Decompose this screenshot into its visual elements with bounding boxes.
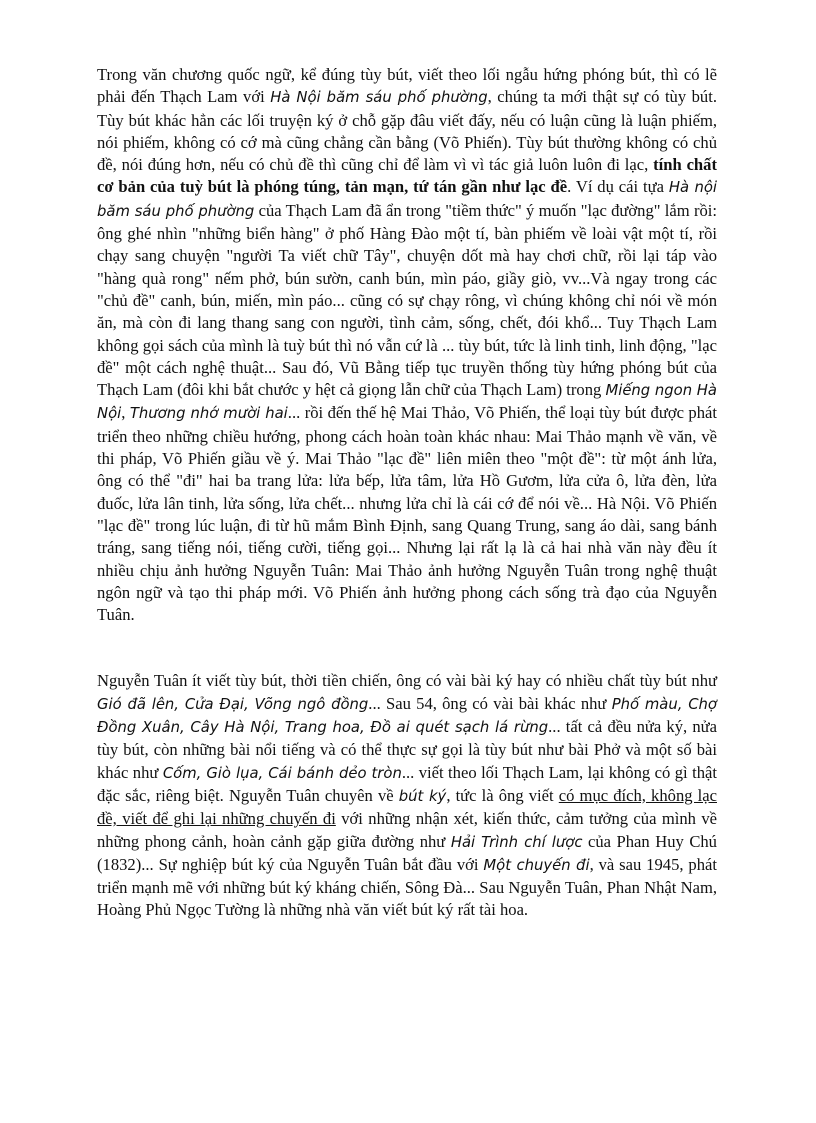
- text-run: , tức là ông viết: [446, 785, 559, 805]
- italic-title-ha-noi-bam-sau-pho-phuong-2: Hà nội băm sáu phố phường: [97, 179, 717, 220]
- text-run: ... rồi đến thế hệ Mai Thảo, Võ Phiến, thể loại tùy bút được phát triển theo những chiều hướng, phong cách hoàn toàn khác nhau: Mai Thảo mạnh về văn, về thi pháp, Võ Phiến giầu về ý. Mai Thảo "lạc đề" liên miên theo "một đề": từ một ánh lửa, ông có thể "đi" hai ba trang lửa: lửa bếp, lửa tâm, lửa Hồ Gươm, lửa cửa ô, lửa đèn, lửa đuốc, lửa lân tinh, lửa sống, lửa chết... nhưng lửa chỉ là cái cớ để nói về... Hà Nội. Võ Phiến "lạc đề" trong lúc luận, đi từ hũ mắm Bình Định, sang Quang Trung, sang áo dài, sang bánh tráng, sang tiếng nói, tiếng cười, tiếng gọi... Nhưng lại rất lạ là cả hai nhà văn này đều ít nhiều chịu ảnh hưởng Nguyễn Tuân: Mai Thảo ảnh hưởng Nguyễn Tuân trong nghệ thuật ngôn ngữ và tạo thi pháp mới. Võ Phiến ảnh hưởng phong cách sống trà đạo của Nguyễn Tuân.: [97, 403, 718, 625]
- text-run: ,: [121, 403, 130, 423]
- text-run: ... tất cả đều nửa ký, nửa tùy bút, còn những bài nổi tiếng và có thể thực sự gọi là tùy bút như bài Phở và một số bài khác như: [97, 717, 717, 782]
- italic-titles-after-54: Phố màu, Chợ Đồng Xuân, Cây Hà Nội, Trang hoa, Đồ ai quét sạch lá rừng: [97, 695, 717, 737]
- paragraph-nguyen-tuan: [97, 670, 717, 921]
- text-run: của Thạch Lam đã ẩn trong "tiềm thức" ý muốn "lạc đường" lắm rồi: ông ghé nhìn "những biển hàng" ở phố Hàng Đào một tí, bàn phiếm về loài vật một tí, rồi chạy sang chuyện "người Ta viết chữ Tây", chuyện dốt mà hay chơi chữ, rồi lại táp vào "hàng quà rong" nếm phở, bún sườn, canh bún, mìn páo, giầy giò, vv...Và ngay trong các "chủ đề" canh, bún, miến, mìn páo... cũng có sự chạy rông, vì chúng không chỉ nói về món ăn, mà còn đi lang thang sang con người, tình cảm, sống, chết, đói khổ... Tuy Thạch Lam không gọi sách của mình là tuỳ bút thì nó vẫn cứ là ... tùy bút, tức là linh tinh, linh động, "lạc đề" một cách nghệ thuật... Sau đó, Vũ Bằng tiếp tục truyền thống tùy hứng phóng bút của Thạch Lam (đôi khi bắt chước y hệt cả giọng lẫn chữ của Thạch Lam) trong: [97, 200, 718, 400]
- text-run: Nguyễn Tuân ít viết tùy bút, thời tiền chiến, ông có vài bài ký hay có nhiều chất tùy bút như: [97, 671, 717, 691]
- text-run: , chúng ta mới thật sự có tùy bút. Tùy bút khác hẳn các lối truyện ký ở chỗ gặp đâu viết đấy, nếu có luận cũng là luận phiếm, nói phiếm, không có cớ mà cũng chẳng cần bằng (Võ Phiến). Tùy bút thường không có chủ đề, nói đúng hơn, nếu có chủ đề thì cũng chỉ để làm vì vì tác giả luôn luôn đi lạc,: [97, 87, 717, 175]
- document-page: [97, 64, 717, 922]
- underlined-phrase: có mục đích, không lạc đề, viết để ghi lại những chuyến đi: [97, 785, 717, 829]
- italic-titles-early-works: Gió đã lên, Cửa Đại, Võng ngô đồng: [97, 695, 369, 713]
- text-run: , và sau 1945, phát triển mạnh mẽ với những bút ký kháng chiến, Sông Đà... Sau Nguyễn Tuân, Phan Nhật Nam, Hoàng Phủ Ngọc Tường là những nhà văn viết bút ký rất tài hoa.: [97, 854, 717, 920]
- text-run: với những nhận xét, kiến thức, cảm tưởng của mình về những phong cảnh, hoàn cảnh gặp giữa đường như: [97, 809, 717, 851]
- paragraph-spacer: [97, 626, 717, 670]
- text-run: ... Sau 54, ông có vài bài khác như: [368, 693, 612, 713]
- text-run: . Ví dụ cái tựa: [567, 177, 669, 197]
- italic-title-thuong-nho-muoi-hai: Thương nhớ mười hai: [129, 405, 288, 423]
- text-run: Trong văn chương quốc ngữ, kể đúng tùy bút, viết theo lối ngẫu hứng phóng bút, thì có lẽ phải đến Thạch Lam với: [97, 65, 717, 107]
- bold-emphasis: tính chất cơ bản của tuỳ bút là phóng túng, tản mạn, tứ tán gần như lạc đề: [97, 155, 717, 197]
- italic-title-mieng-ngon-ha-noi: Miếng ngon Hà Nội: [97, 382, 717, 423]
- text-run: của Phan Huy Chú (1832)... Sự nghiệp bút ký của Nguyễn Tuân bắt đầu với: [97, 831, 717, 874]
- italic-title-hai-trinh-chi-luoc: Hải Trình chí lược: [450, 833, 583, 851]
- text-run: ... viết theo lối Thạch Lam, lại không có gì thật đặc sắc, riêng biệt. Nguyễn Tuân chuyên về: [97, 762, 717, 805]
- italic-title-ha-noi-bam-sau-pho-phuong: Hà Nội băm sáu phố phường: [270, 89, 488, 107]
- italic-titles-com-gio-lua: Cốm, Giò lụa, Cái bánh dẻo tròn: [162, 764, 402, 782]
- paragraph-tuy-but-history: [97, 64, 717, 626]
- italic-term-but-ky: bút ký: [398, 787, 447, 805]
- italic-title-mot-chuyen-di: Một chuyến đi: [483, 856, 590, 874]
